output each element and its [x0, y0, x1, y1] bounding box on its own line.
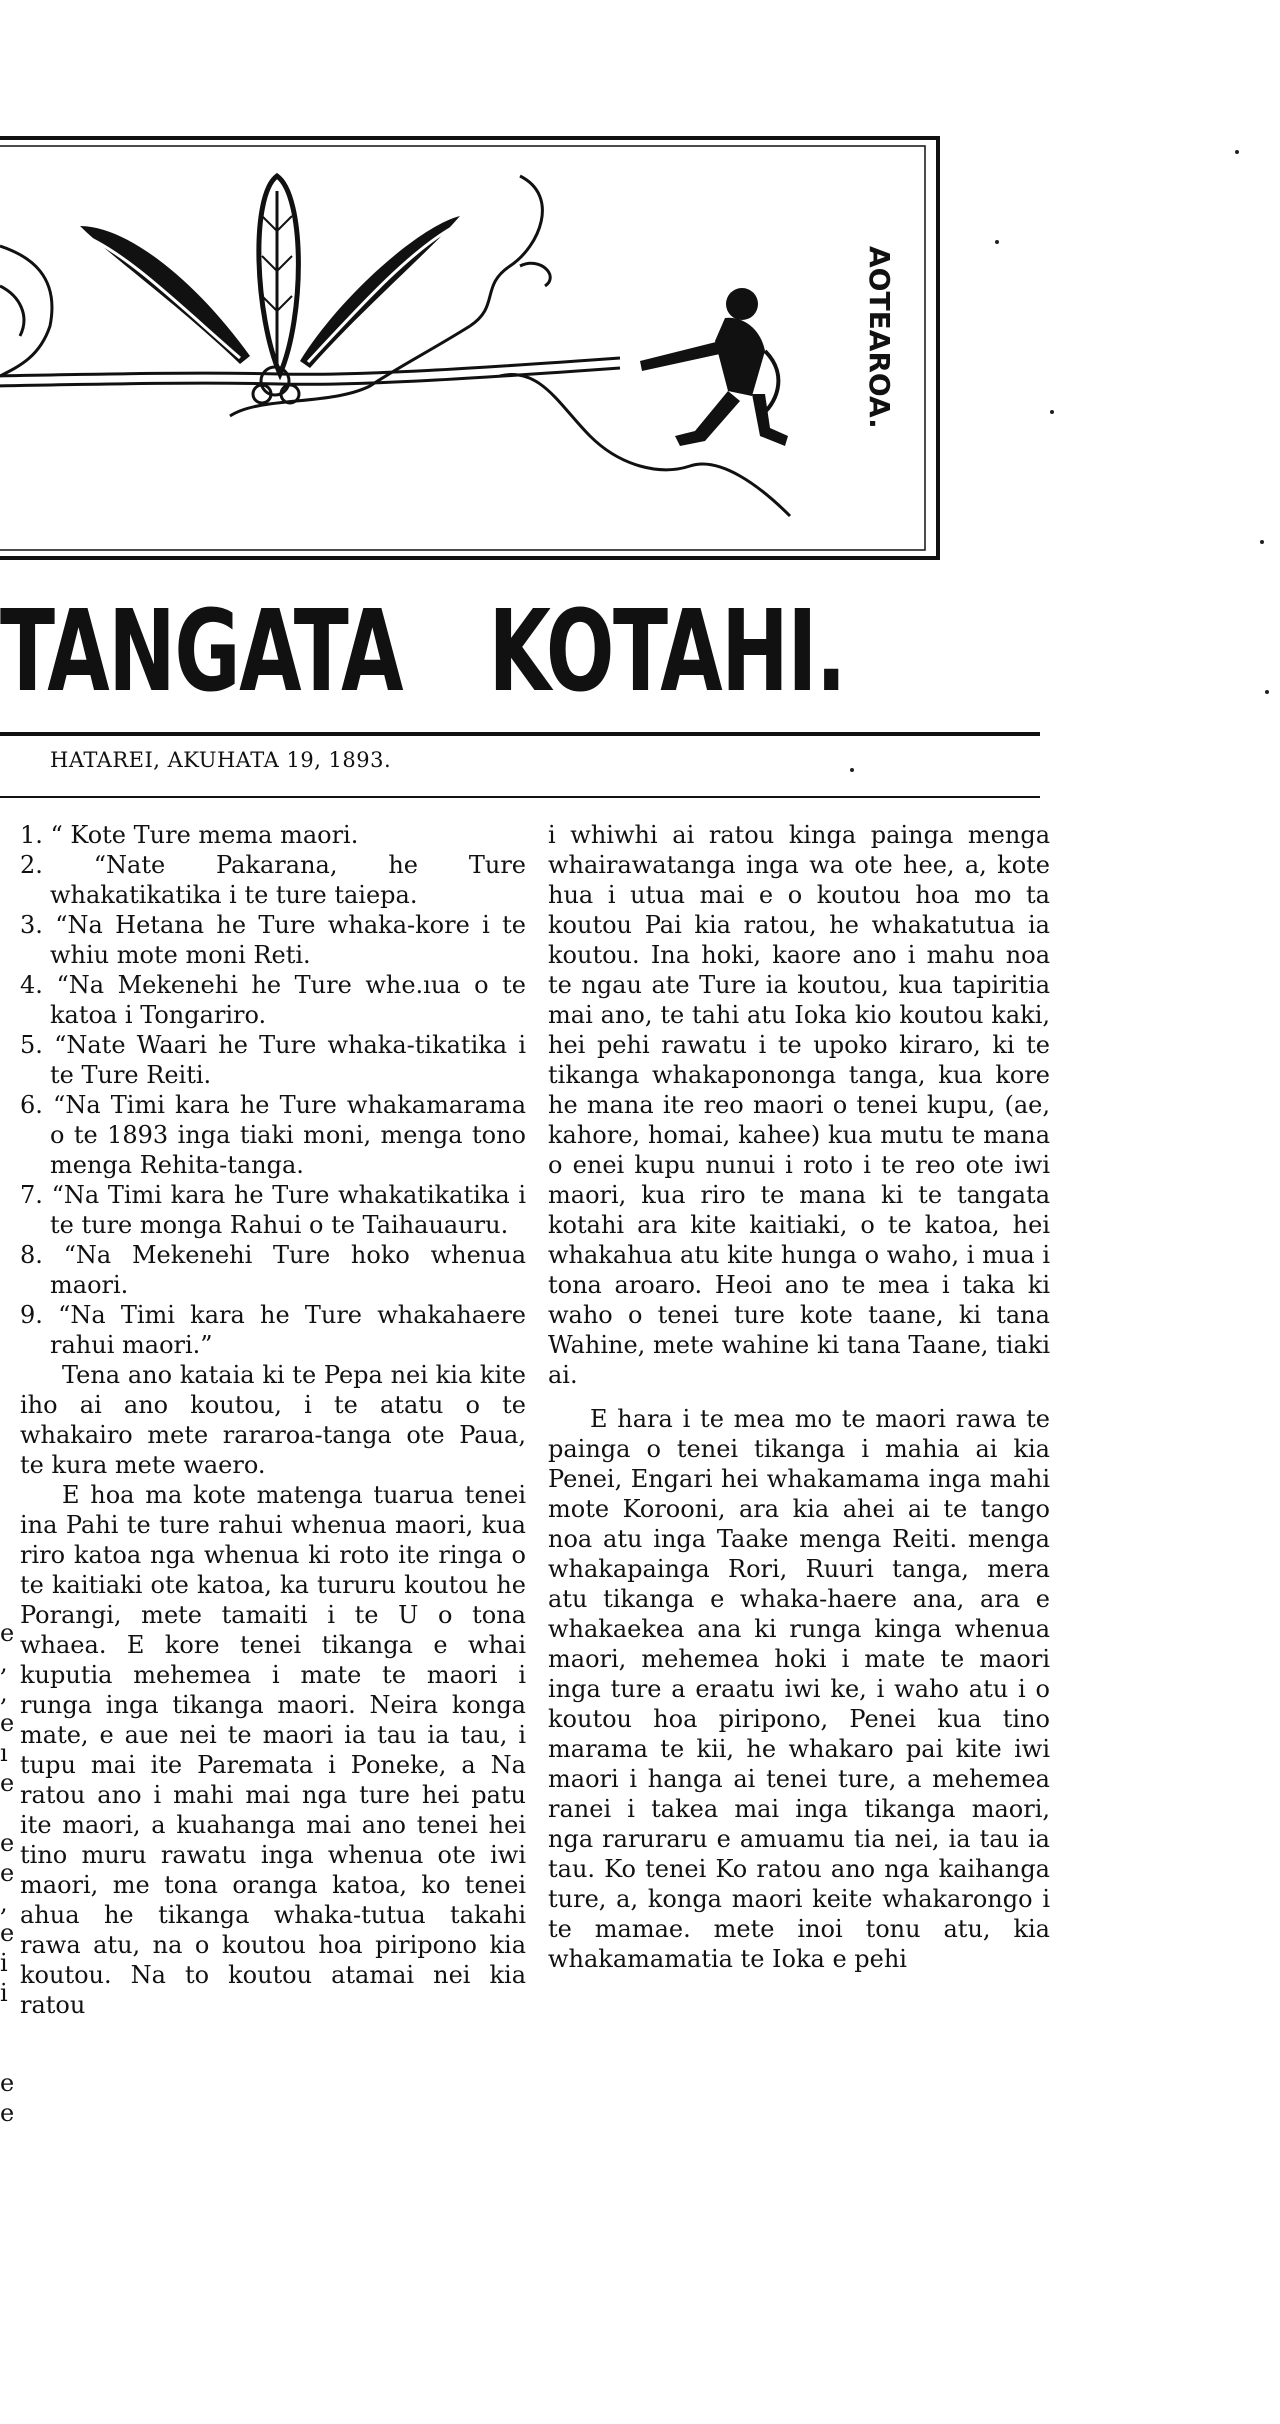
list-item: 5. “Nate Waari he Ture whaka-tikatika i te Ture Reiti. [20, 1031, 526, 1089]
map-outline-icon [0, 176, 790, 516]
margin-fragment: , [0, 1889, 8, 1917]
print-speck [995, 240, 999, 244]
left-column [20, 820, 526, 2020]
margin-fragment [0, 2038, 16, 2068]
margin-fragment: i [0, 1979, 8, 2007]
aotearoa-label: AOTEAROA. [863, 246, 896, 429]
title-word-2: KOTAHI. [488, 587, 846, 717]
masthead-illustration [0, 136, 945, 566]
margin-fragment: e [0, 2069, 15, 2097]
side-label [863, 246, 896, 429]
margin-fragment: , [0, 1679, 8, 1707]
margin-fragment: e [0, 1829, 15, 1857]
list-item: 3. “Na Hetana he Ture whaka-kore i te whiu mote moni Reti. [20, 911, 526, 969]
article-paragraph: Tena ano kataia ki te Pepa nei kia kite iho ai ano koutou, i te atatu o te whakairo mete rararoa-tanga ote Paua, te kura mete waero. [20, 1361, 526, 1479]
margin-fragment: i [0, 1949, 8, 1977]
list-item: 7. “Na Timi kara he Ture whakatikatika i te ture monga Rahui o te Taihauauru. [20, 1181, 526, 1239]
margin-fragment [0, 2008, 16, 2038]
article-paragraph: i whiwhi ai ratou kinga painga menga whairawatanga inga wa ote hee, a, kote hua i utua mai e o koutou hoa mo ta koutou Pai kia ratou, he whakatutua ia koutou. Ina hoki, kaore ano i mahu noa te ngau ate Ture ia koutou, kua tapiritia mai ano, te tahi atu Ioka kio koutou kaki, hei pehi rawatu i te upoko kiraro, ki te tikanga whakapononga tanga, kua kore he mana ite reo maori o tenei kupu, (ae, kahore, homai, kahee) kua mutu te mana o enei kupu nunui i roto i te reo ote iwi maori, kua riro te mana ki te tangata kotahi ara kite kaitiaki, o te katoa, hei whakahua atu kite hunga o waho, i mua i tona aroaro. Heoi ano te mea i taka ki waho o tenei ture kote taane, ki tana Wahine, mete wahine ki tana Taane, tiaki ai. [548, 821, 1050, 1389]
list-item: 1. “ Kote Ture mema maori. [20, 821, 359, 849]
article-paragraph: E hoa ma kote matenga tuarua tenei ina Pahi te ture rahui whenua maori, kua riro katoa nga whenua ki roto ite ringa o te kaitiaki ote katoa, ka tururu koutou he Porangi, mete tamaiti i te U o tona whaea. E kore tenei tikanga e whai kuputia mehemea i mate te maori i runga inga tikanga maori. Neira konga mate, e aue nei te maori ia tau ia tau, i tupu mai ite Paremata i Poneke, a Na ratou ano i mahi mai nga ture hei patu ite maori, a kuahanga mai ano tenei hei tino muru rawatu inga whenua ote iwi maori, me tona oranga katoa, ko tenei ahua he tikanga whaka-tutua takahi rawa atu, na o koutou hoa piripono kia koutou. Na to koutou atamai nei kia ratou [20, 1481, 526, 2019]
margin-fragment: ı [0, 1739, 8, 1767]
print-speck [850, 768, 854, 772]
list-item: 6. “Na Timi kara he Ture whakamarama o te 1893 inga tiaki moni, menga tono menga Rehita-tanga. [20, 1091, 526, 1179]
list-item: 9. “Na Timi kara he Ture whakahaere rahui maori.” [20, 1301, 526, 1359]
margin-fragment: , [0, 1649, 8, 1677]
margin-fragment: e [0, 1919, 15, 1947]
print-speck [1265, 690, 1269, 694]
dateline: HATAREI, AKUHATA 19, 1893. [50, 748, 392, 772]
figure-pulling-rope-icon [640, 288, 788, 446]
list-item: 4. “Na Mekenehi he Ture whe.ıua o te katoa i Tongariro. [20, 971, 526, 1029]
margin-fragment: e [0, 1769, 15, 1797]
newspaper-title [0, 585, 846, 720]
cropped-margin-text [0, 1618, 16, 2128]
feather-icon [80, 226, 250, 364]
article-paragraph: E hara i te mea mo te maori rawa te painga o tenei tikanga i mahia ai kia Penei, Engari hei whakamama inga mahi mote Korooni, ara kia ahei ai te tango noa atu inga Taake menga Reiti. menga whakapainga Rori, Ruuri tanga, mera atu tikanga e whaka-haere ana, ara e whakaekea ana ki runga kinga whenua maori, mehemea hoki i mate te maori inga ture a eraatu iwi ke, i waho atu i o koutou hoa piripono, Penei kua tino marama te kii, he whakaro pai kite iwi maori i hanga ai tenei ture, a mehemea ranei i takea mai inga tikanga maori, nga raruraru e amuamu tia nei, ia tau ia tau. Ko tenei Ko ratou ano nga kaihanga ture, a, konga maori keite whakarongo i te mamae. mete inoi tonu atu, kia whakamamatia te Ioka e pehi [548, 1405, 1050, 1973]
dateline-rule [0, 796, 1040, 798]
list-item: 2. “Nate Pakarana, he Ture whakatikatika i te ture taiepa. [20, 851, 526, 909]
margin-fragment: e [0, 1619, 15, 1647]
print-speck [1260, 540, 1264, 544]
margin-fragment: e [0, 1859, 15, 1887]
print-speck [1235, 150, 1239, 154]
margin-fragment [0, 1798, 16, 1828]
list-item: 8. “Na Mekenehi Ture hoko whenua maori. [20, 1241, 526, 1299]
margin-fragment: e [0, 2099, 15, 2127]
print-speck [1050, 410, 1054, 414]
feather-icon [259, 176, 299, 374]
title-word-1: TANGATA [0, 587, 403, 717]
margin-fragment: e [0, 1709, 15, 1737]
banner-frame [0, 138, 938, 558]
masthead-rule [0, 732, 1040, 736]
right-column [548, 820, 1050, 1974]
